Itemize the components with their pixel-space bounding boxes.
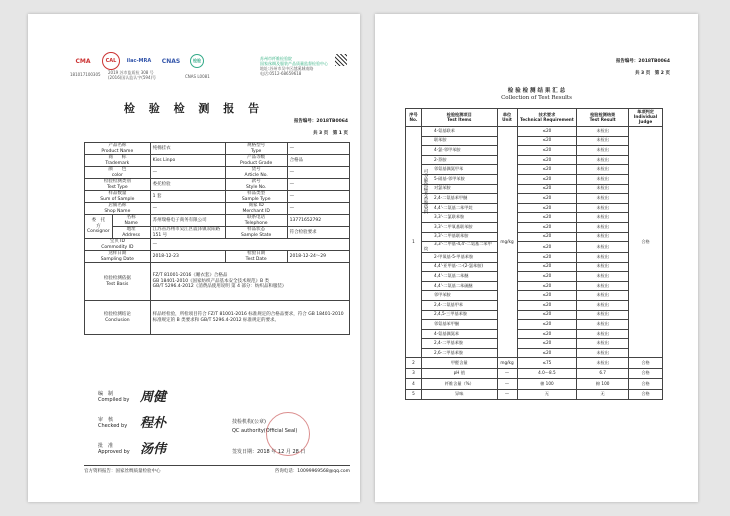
row-number: 1 [406,127,422,358]
table-row [406,194,663,204]
requirement: 棉 100 [517,379,577,390]
footer-right: 咨询电话：10099969568@qq.com [274,469,350,474]
official-seal [266,412,310,456]
result: 未检出 [577,213,629,223]
approver-signature: 汤伟 [140,442,167,457]
item-unit: — [497,379,517,390]
item-name: 3,3'-二甲基联苯胺 [433,233,469,239]
table-row [85,239,350,251]
seal-logo: 检验 [190,54,204,68]
judge: 合格 [629,379,663,390]
table-row [406,242,663,253]
item-cell [421,146,497,156]
item-cell [421,329,497,339]
requirement: ≤20 [517,262,577,272]
column-header: 序号 No. [406,109,422,127]
results-table [405,108,663,400]
page-info-2: 共 3 页 第 2 页 [634,71,670,76]
row-label: 商 标 Trademark [85,155,151,167]
row-value: — [287,191,349,203]
item-cell [421,272,497,282]
table-row [406,213,663,223]
item-cell [421,136,497,146]
row-value: — [287,179,349,191]
row-label: 样品数量 Sum of Sample [85,191,151,203]
row-value: — [287,167,349,179]
table-row [406,127,663,137]
row-value: — [287,143,349,155]
result: 未检出 [577,329,629,339]
row-value: 1 套 [150,191,225,203]
column-header: 检验检测项目 Test Items [421,109,497,127]
page1-footer [84,465,350,474]
item-unit: mg/kg [497,127,517,358]
table-row [85,263,350,301]
row-label: 检验检测结论 Conclusion [85,301,151,335]
results-title-cn: 检 验 检 测 结 果 汇 总 [507,88,566,94]
requirement: ≤20 [517,155,577,165]
requirement: ≤20 [517,252,577,262]
requirement: ≤20 [517,194,577,204]
item-cell [421,184,497,194]
result: 未检出 [577,242,629,253]
table-row [406,136,663,146]
requirement: ≤20 [517,174,577,184]
compiled-label: 编 制 Compiled by [98,391,130,403]
item-name: 5-硝基-邻甲苯胺 [433,175,465,181]
result: 未检出 [577,146,629,156]
row-label: 地址 Address [112,227,150,239]
result: 未检出 [577,222,629,232]
item-name: 3,3'-二甲基-4,4'-二氨基二苯甲烷 [423,241,492,252]
item-name: 联苯胺 [433,137,447,143]
table-row [406,310,663,320]
table-row [85,227,350,239]
cnas-no: CNAS L0081 [185,74,210,79]
table-row [406,358,663,369]
row-value: Kiss Linpo [150,155,225,167]
table-row [406,368,663,379]
table-row [406,379,663,390]
result: 未检出 [577,203,629,213]
row-value: 纯棉挂衣 [150,143,225,155]
table-row [406,272,663,282]
item-cell [421,203,497,213]
sampling-date: 2018-12-23 [150,251,225,263]
cma-logo: CMA [75,57,91,65]
table-row [406,146,663,156]
table-row [406,155,663,165]
table-row [406,389,663,400]
requirement: ≤20 [517,272,577,282]
table-row [406,281,663,291]
item-name: 3,3'-二氯联苯胺 [433,214,465,220]
item-name: 对氯苯胺 [433,185,451,191]
item-name: 2,4,5-三甲基苯胺 [433,311,468,317]
table-row [406,320,663,330]
checker-signature: 程朴 [140,416,167,431]
result: 未检出 [577,165,629,175]
requirement: ≤20 [517,310,577,320]
item-cell [421,310,497,320]
item-name: 4-氨基偶氮苯 [433,330,460,336]
result: 未检出 [577,310,629,320]
row-label: 样品类型 Sample Type [225,191,287,203]
item-cell [421,320,497,330]
item-name: 4,4'-二氨基二苯甲烷 [433,204,473,210]
requirement: ≤20 [517,281,577,291]
table-row [406,329,663,339]
report-number: 报告编号：2018TB0064 [293,119,348,124]
table-row [406,174,663,184]
row-number: 4 [406,379,422,390]
item-cell [421,291,497,301]
cert-no-1: 181017100305 [70,72,101,77]
row-label: 店铺名称 Shop Name [85,203,151,215]
cert-logos [70,50,204,72]
table-row [85,179,350,191]
item-name: 2,4-二甲基苯胺 [433,340,464,346]
result: 未检出 [577,262,629,272]
item-name: 4-氨基联苯 [433,127,455,133]
result: 未检出 [577,348,629,358]
org-phone: 电话:0512-68659618 [260,71,302,76]
qr-code-icon [335,54,347,66]
consignor-phone: 13771652792 [287,215,349,227]
result: 未检出 [577,184,629,194]
results-title-en: Collection of Test Results [501,95,572,101]
table-row [85,251,350,263]
table-row [85,191,350,203]
result: 未检出 [577,358,629,369]
row-label: 产品等级 Product Grade [225,155,287,167]
row-label: 名称 Name [112,215,150,227]
requirement: 无 [517,389,577,400]
item-name: 2,4-二氨基苯甲醚 [433,195,468,200]
table-row [85,155,350,167]
item-cell [421,262,497,272]
cert-no-3: (2016)国认监认字(594)号 [108,75,157,80]
result: 无 [577,389,629,400]
qc-authority: 技检机构(公章) QC authority(Official Seal) [232,419,298,434]
item-cell [421,213,497,223]
requirement: ≤20 [517,146,577,156]
item-name: 邻甲苯胺 [433,292,451,298]
result: 未检出 [577,272,629,282]
table-row [85,203,350,215]
table-row [406,339,663,349]
report-page-1 [28,14,360,502]
result: 未检出 [577,136,629,146]
item-name: 4,4'-亚甲基-二-(2-氯苯胺) [433,263,484,269]
footer-left: 官方资料报告：国家丝绸质量检验中心 [84,469,161,474]
item-unit: mg/kg [497,358,517,369]
report-title: 检 验 检 测 报 告 [123,102,265,115]
table-row [406,348,663,358]
compiler-signature: 周健 [140,390,167,405]
row-label: 检验日期 Test Date [225,251,287,263]
result: 未检出 [577,300,629,310]
requirement: 4.0～8.5 [517,368,577,379]
item-name: 纤维含量（%） [421,379,497,390]
report-info-table [84,142,350,335]
sign-date: 签发日期：2018 年 12 月 28 日 [232,449,306,455]
item-name: 邻氨基苯甲醚 [433,320,460,326]
item-name: 邻氨基偶氮甲苯 [433,166,464,172]
table-row [406,291,663,301]
result: 未检出 [577,194,629,204]
row-label: 商家 ID Merchant ID [225,203,287,215]
row-value: — [150,167,225,179]
column-header: 技术要求 Technical Requirement [517,109,577,127]
requirement: ≤20 [517,339,577,349]
item-name: 2-甲氧基-5-甲基苯胺 [433,253,474,259]
item-cell [421,339,497,349]
column-header: 检验检测结果 Test Result [577,109,629,127]
org-name: 苏州市纤维检验院 [260,56,292,61]
org-center: 国家丝绸及服装产品质量监督检验中心 [260,61,328,66]
result: 未检出 [577,127,629,137]
test-date: 2018-12-24～29 [287,251,349,263]
result: 未检出 [577,320,629,330]
result: 未检出 [577,155,629,165]
requirement: ≤20 [517,184,577,194]
table-row [406,165,663,175]
judge: 合格 [629,389,663,400]
table-row [406,184,663,194]
column-header: 单项判定 Individual Judge [629,109,663,127]
table-row [406,222,663,232]
item-cell [421,300,497,310]
item-cell [421,194,497,204]
item-cell [421,252,497,262]
item-cell [421,174,497,184]
table-row [85,167,350,179]
requirement: ≤20 [517,300,577,310]
result: 未检出 [577,291,629,301]
report-page-2 [375,14,698,502]
item-cell [421,155,497,165]
item-cell [421,222,497,232]
result: 棉 100 [577,379,629,390]
requirement: ≤20 [517,232,577,242]
requirement: ≤20 [517,291,577,301]
row-number: 2 [406,358,422,369]
judge: 合格 [629,368,663,379]
result: 未检出 [577,281,629,291]
table-row [85,301,350,335]
row-value: 委托检验 [150,179,225,191]
item-unit: — [497,368,517,379]
row-label: 颜 色 color [85,167,151,179]
consignor-label: 委 托 方 Consignor [85,215,113,239]
result: 未检出 [577,174,629,184]
approved-label: 批 准 Approved by [98,443,130,455]
item-cell [421,165,497,175]
result: 未检出 [577,339,629,349]
group-label: 可分解致癌芳香胺染料 [422,168,428,214]
row-value: — [287,203,349,215]
commodity-id: — [150,239,349,251]
result: 6.7 [577,368,629,379]
result: 未检出 [577,232,629,242]
row-label: 检验检测依据 Test Basis [85,263,151,301]
requirement: ≤20 [517,127,577,137]
item-name: pH 值 [421,368,497,379]
cal-logo: CAL [102,52,120,70]
cnas-logo: CNAS [161,57,181,65]
row-label: 款号 Style No. [225,179,287,191]
table-row [85,143,350,155]
item-name: 2-萘胺 [433,156,447,162]
sample-state: 符合检验要求 [287,227,349,239]
judge: 合格 [629,127,663,358]
consignor-address: 江苏省苏州市吴江区震泽镇双阳路 151 号 [150,227,225,239]
table-row [406,203,663,213]
requirement: ≤20 [517,165,577,175]
requirement: ≤20 [517,348,577,358]
item-name: 异味 [421,389,497,400]
table-row [406,262,663,272]
row-label: 样品状态 Sample State [225,227,287,239]
item-unit: — [497,389,517,400]
item-cell [421,242,497,253]
requirement: ≤20 [517,222,577,232]
item-name: 2,6-二甲基苯胺 [433,349,464,355]
row-value: 合格品 [287,155,349,167]
item-name: 3,3'-二甲氧基联苯胺 [433,223,473,229]
row-value: — [150,203,225,215]
table-row [85,215,350,227]
row-label: 送样日期 Sampling Date [85,251,151,263]
row-label: 宝贝 ID Commodity ID [85,239,151,251]
row-label: 货号 Article No. [225,167,287,179]
requirement: ≤20 [517,320,577,330]
result: 未检出 [577,252,629,262]
row-label: 联系电话 Telephone [225,215,287,227]
item-name: 4-氯-邻甲苯胺 [433,147,461,153]
requirement: ≤20 [517,136,577,146]
conclusion: 样品经检验，所检项目符合 FZ/T 81001-2016 标准规定的合格品要求，符合 GB 18401-2010 标准规定的 B 类要求和 GB/T 5296.4-2012 标准规定的要求。 [150,301,349,335]
requirement: ≤20 [517,213,577,223]
page-info: 共 3 页 第 1 页 [312,131,348,136]
ilac-logo: ilac-MRA [126,58,152,64]
requirement: ≤20 [517,329,577,339]
requirement: ≤75 [517,358,577,369]
table-row [406,252,663,262]
org-address: 地址:苏州市吴中区越溪城南路 [260,66,314,71]
item-name: 2,4-二氨基甲苯 [433,301,464,307]
requirement: ≤20 [517,242,577,253]
consignor-name: 苏州瑞格电子商务有限公司 [150,215,225,227]
report-number-2: 报告编号：2018TB0064 [615,59,670,64]
row-number: 5 [406,389,422,400]
table-row [406,300,663,310]
item-name: 甲醛含量 [421,358,497,369]
item-name: 4,4'-二氨基二苯硫醚 [433,282,473,288]
row-label: 检验检测类别 Test Type [85,179,151,191]
item-cell [421,348,497,358]
item-name: 4,4'-二氨基二苯醚 [433,272,469,278]
requirement: ≤20 [517,203,577,213]
test-basis: FZ/T 81001-2016《睡衣套》合格品 GB 18401-2010《国家纺织产品基本安全技术规范》B 类 GB/T 5296.4-2012《消费品使用说明 第 4 部分：纺织品和服装》 [150,263,349,301]
row-number: 3 [406,368,422,379]
row-label: 规格型号 Type [225,143,287,155]
column-header: 单位 Unit [497,109,517,127]
cert-no-2: 2019 苏市监质检 308 号 [108,70,154,75]
item-cell [421,281,497,291]
row-label: 产品名称 Product Name [85,143,151,155]
checked-label: 审 核 Checked by [98,417,128,429]
judge: 合格 [629,358,663,369]
